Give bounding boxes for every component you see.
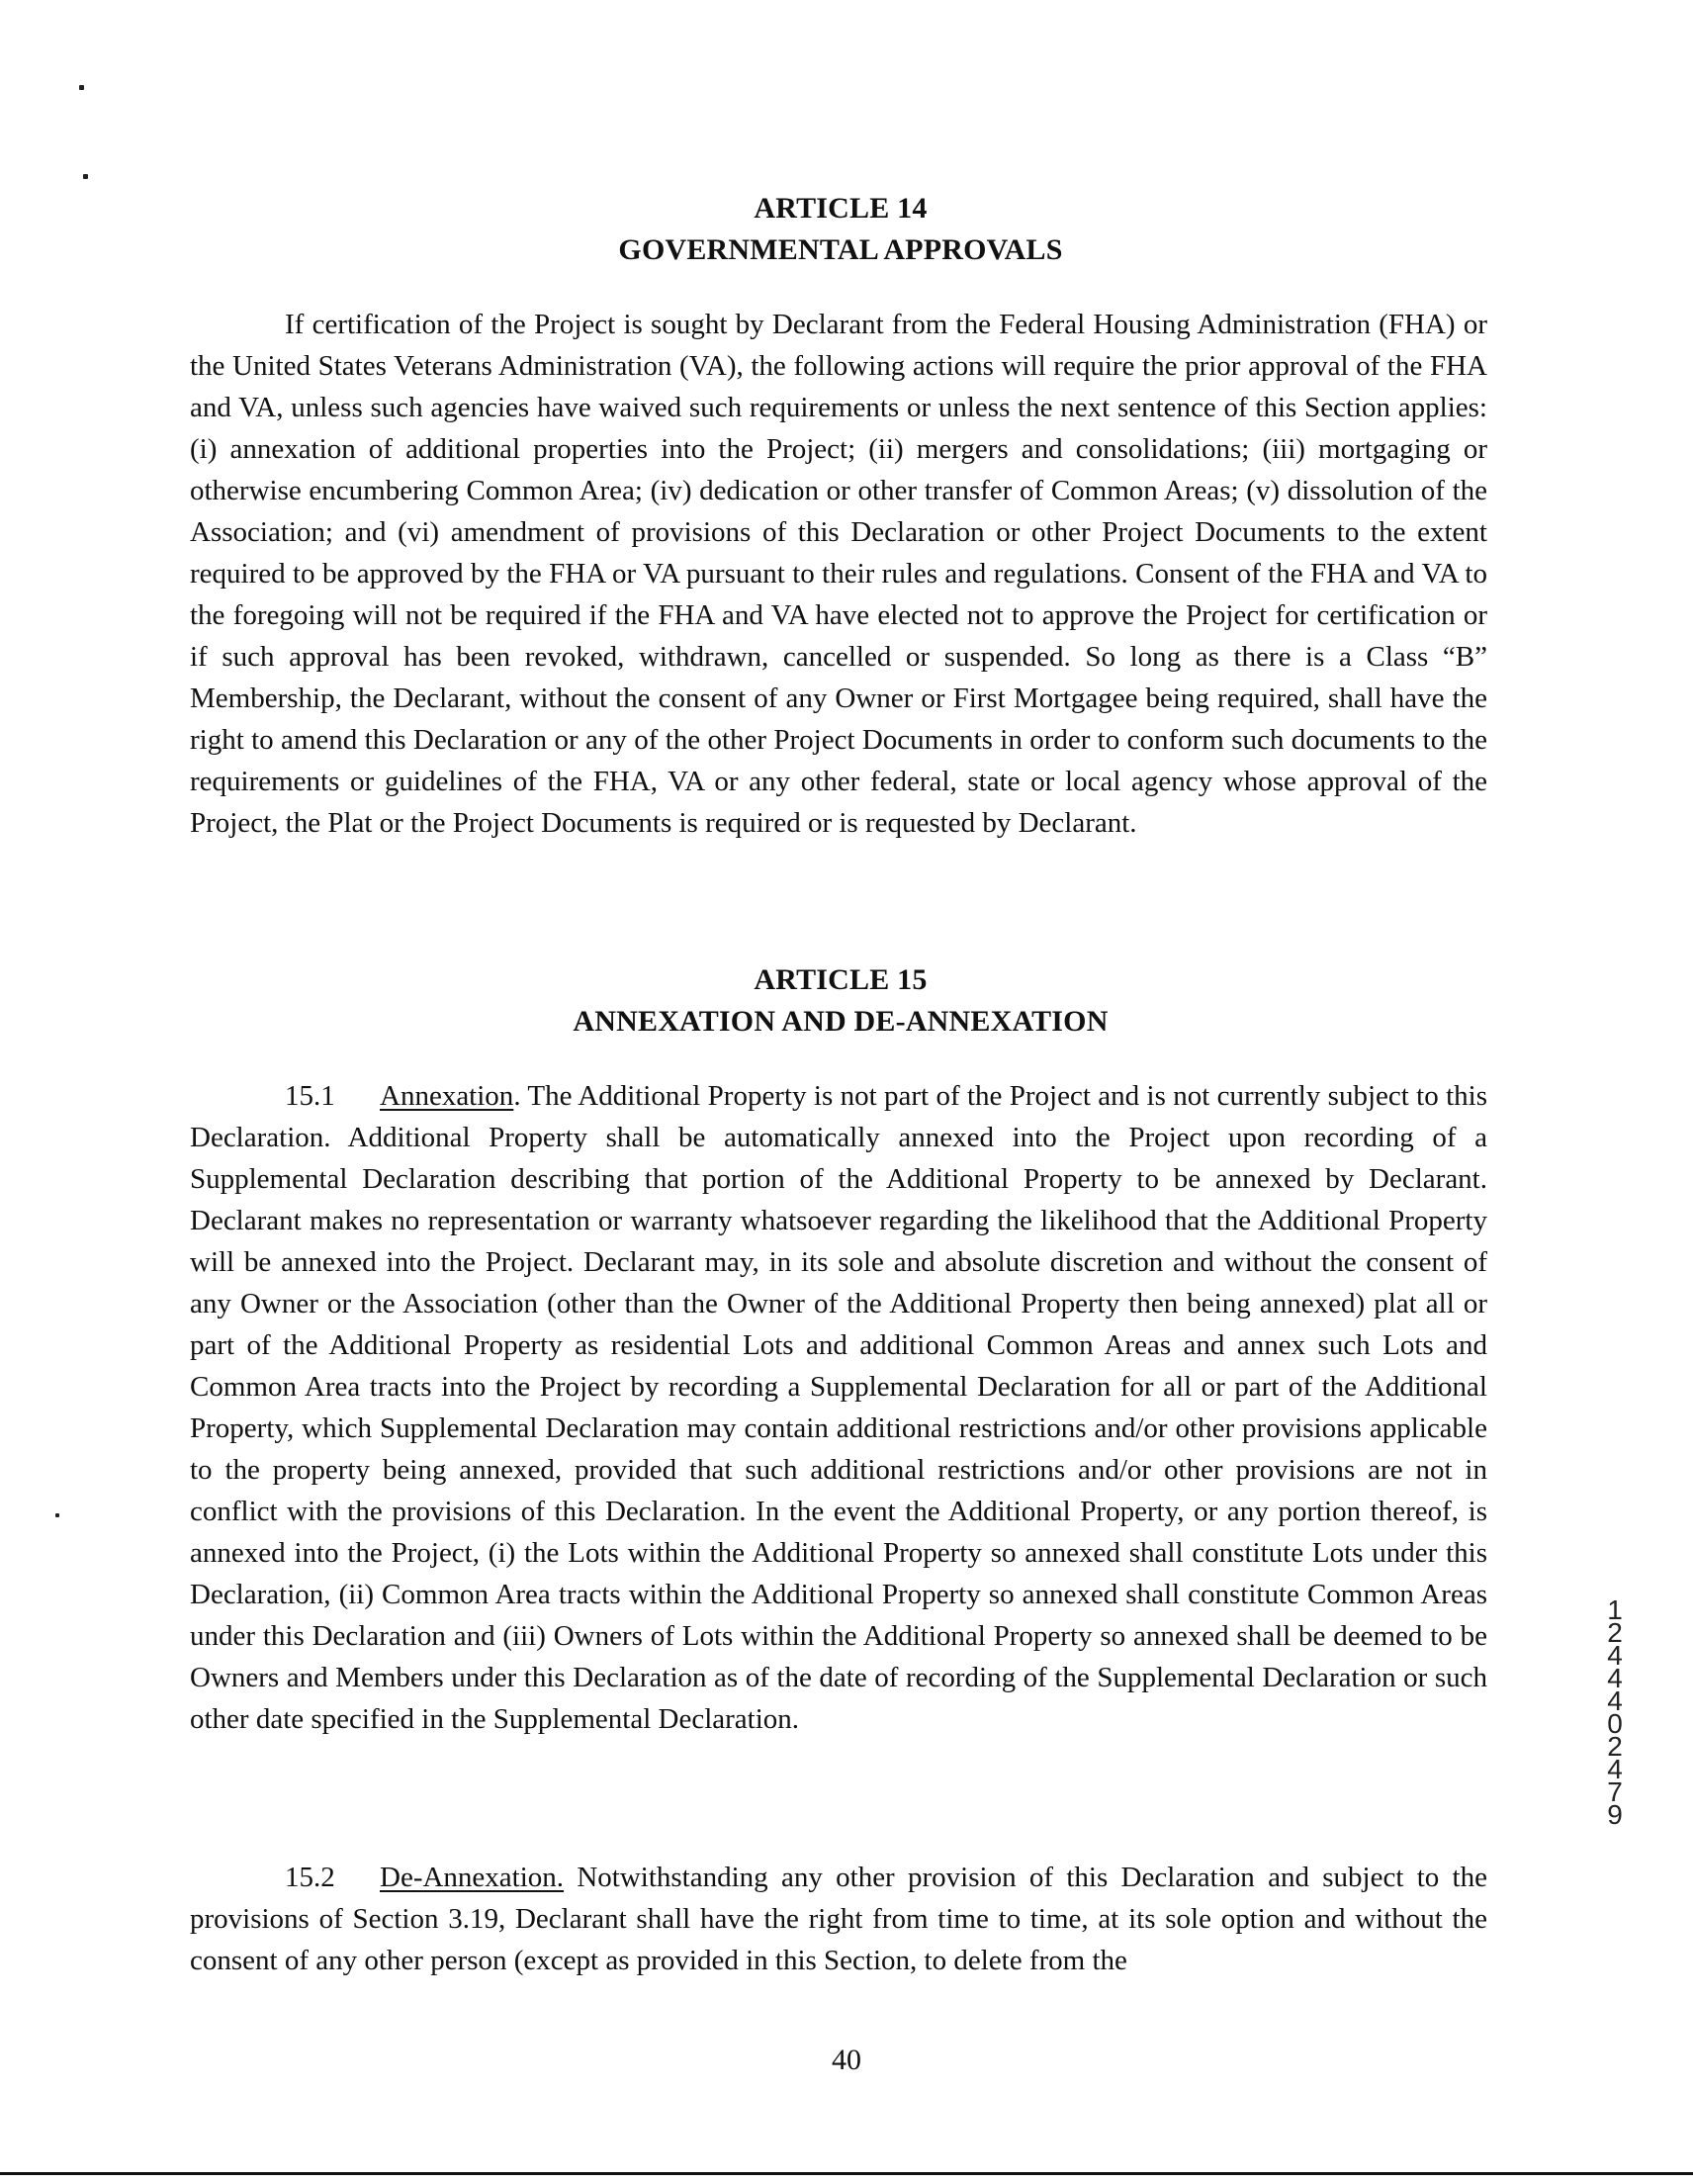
article-14-body: If certification of the Project is sought by Declarant from the Federal Housing Administration (FHA) or the United States Veterans Administration (VA), the following actions will require the prior approval of the FHA and VA, unless such agencies have waived such requirements or unless the next sentence of this Section applies: (i) annexation of additional properties into the Project; (ii) mergers and consolidations; (iii) mortgaging or otherwise encumbering Common Area; (iv) dedication or other transfer of Common Areas; (v) dissolution of the Association; and (vi) amendment of provisions of this Declaration or other Project Documents to the extent required to be approved by the FHA or VA pursuant to their rules and regulations. Consent of the FHA and VA to the foregoing will not be required if the FHA and VA have elected not to approve the Project for certification or if such approval has been revoked, withdrawn, cancelled or suspended. So long as there is a Class “B” Membership, the Declarant, without the consent of any Owner or First Mortgagee being required, shall have the right to amend this Declaration or any of the other Project Documents in order to conform such documents to the requirements or guidelines of the FHA, VA or any other federal, state or local agency whose approval of the Project, the Plat or the Project Documents is required or is requested by Declarant. bbox=[190, 309, 1487, 839]
section-15-1-paragraph bbox=[190, 1075, 1487, 1740]
scan-bottom-edge bbox=[0, 2172, 1693, 2175]
section-body: Notwithstanding any other provision of this Declaration and subject to the provisions of Section 3.19, Declarant shall have the right from time to time, at its sole option and without the consent of any other person (except as provided in this Section, to delete from the bbox=[190, 1862, 1487, 1976]
scan-speck bbox=[83, 174, 88, 179]
article-14-title: GOVERNMENTAL APPROVALS bbox=[618, 233, 1063, 266]
page-number: 40 bbox=[832, 2044, 861, 2076]
article-14-number: ARTICLE 14 bbox=[754, 192, 928, 225]
section-number: 15.1 bbox=[285, 1080, 335, 1112]
section-number: 15.2 bbox=[285, 1862, 335, 1893]
recording-number: 1244402479 bbox=[1607, 1594, 1623, 1830]
section-heading: Annexation bbox=[380, 1080, 514, 1112]
article-15-number: ARTICLE 15 bbox=[754, 963, 928, 996]
section-heading-punct: . bbox=[513, 1080, 521, 1112]
scan-speck bbox=[55, 1513, 59, 1517]
scan-speck bbox=[79, 85, 84, 90]
section-15-2-paragraph bbox=[190, 1857, 1487, 1981]
article-15-title: ANNEXATION AND DE-ANNEXATION bbox=[573, 1005, 1109, 1038]
section-body: The Additional Property is not part of the Project and is not currently subject to this Declaration. Additional Property shall be automatically annexed into the Project upon recording of a Supplemental Declaration describing that portion of the Additional Property to be annexed by Declarant. Declarant makes no representation or warranty whatsoever regarding the likelihood that the Additional Property will be annexed into the Project. Declarant may, in its sole and absolute discretion and without the consent of any Owner or the Association (other than the Owner of the Additional Property then being annexed) plat all or part of the Additional Property as residential Lots and additional Common Areas and annex such Lots and Common Area tracts into the Project by recording a Supplemental Declaration for all or part of the Additional Property, which Supplemental Declaration may contain additional restrictions and/or other provisions applicable to the property being annexed, provided that such additional restrictions and/or other provisions are not in conflict with the provisions of this Declaration. In the event the Additional Property, or any portion thereof, is annexed into the Project, (i) the Lots within the Additional Property so annexed shall constitute Lots under this Declaration, (ii) Common Area tracts within the Additional Property so annexed shall constitute Common Areas under this Declaration and (iii) Owners of Lots within the Additional Property so annexed shall be deemed to be Owners and Members under this Declaration as of the date of recording of the Supplemental Declaration or such other date specified in the Supplemental Declaration. bbox=[190, 1080, 1487, 1735]
section-heading: De-Annexation. bbox=[380, 1862, 565, 1893]
article-14-paragraph bbox=[190, 304, 1487, 844]
